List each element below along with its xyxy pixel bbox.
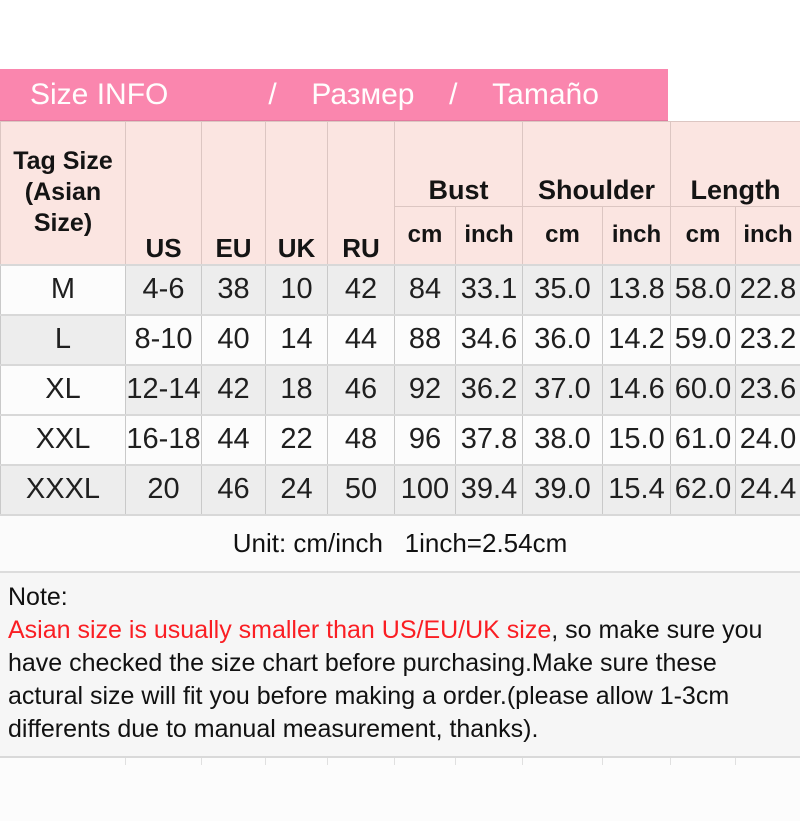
cell-shoulder-cm: 38.0 bbox=[523, 415, 603, 465]
cell-us: 16-18 bbox=[126, 415, 202, 465]
cell-bust-cm: 88 bbox=[395, 315, 456, 365]
table-row-xxl bbox=[1, 415, 800, 465]
cell-shoulder-inch: 15.4 bbox=[603, 465, 671, 515]
cell-length-inch: 24.4 bbox=[736, 465, 800, 515]
cell-bust-inch: 34.6 bbox=[456, 315, 523, 365]
note-line bbox=[8, 614, 792, 647]
cell-eu: 46 bbox=[202, 465, 266, 515]
cell-length-inch: 22.8 bbox=[736, 265, 800, 315]
cell-shoulder-inch: 14.6 bbox=[603, 365, 671, 415]
cell-bust-inch: 39.4 bbox=[456, 465, 523, 515]
cell-shoulder-cm: 37.0 bbox=[523, 365, 603, 415]
cell-ru: 44 bbox=[328, 315, 395, 365]
note-line bbox=[8, 713, 792, 746]
table-row-m bbox=[1, 265, 800, 315]
title-size-info: Size INFO bbox=[30, 78, 168, 112]
cell-bust-cm: 96 bbox=[395, 415, 456, 465]
cell-length-inch: 23.6 bbox=[736, 365, 800, 415]
bottom-whitespace bbox=[0, 758, 800, 821]
top-whitespace bbox=[0, 0, 800, 69]
cell-length-cm: 59.0 bbox=[671, 315, 736, 365]
header-row-1 bbox=[1, 122, 800, 207]
header-uk: UK bbox=[266, 122, 328, 265]
cell-eu: 42 bbox=[202, 365, 266, 415]
cell-length-inch: 24.0 bbox=[736, 415, 800, 465]
size-table bbox=[0, 121, 800, 516]
column-tick bbox=[522, 758, 523, 765]
column-tick bbox=[735, 758, 736, 765]
cell-eu: 44 bbox=[202, 415, 266, 465]
table-row-xxxl bbox=[1, 465, 800, 515]
header-bust-inch: inch bbox=[456, 207, 523, 265]
column-tick bbox=[602, 758, 603, 765]
note-black-text: actural size will fit you before making a order.(please allow 1-3cm bbox=[8, 682, 729, 710]
note-line bbox=[8, 647, 792, 680]
header-bust: Bust bbox=[395, 122, 523, 207]
cell-bust-inch: 37.8 bbox=[456, 415, 523, 465]
cell-bust-cm: 92 bbox=[395, 365, 456, 415]
note-red-text: Asian size is usually smaller than US/EU/UK size bbox=[8, 616, 551, 644]
cell-shoulder-cm: 35.0 bbox=[523, 265, 603, 315]
cell-eu: 40 bbox=[202, 315, 266, 365]
cell-bust-cm: 84 bbox=[395, 265, 456, 315]
cell-ru: 50 bbox=[328, 465, 395, 515]
header-eu: EU bbox=[202, 122, 266, 265]
table-row-xl bbox=[1, 365, 800, 415]
cell-ru: 42 bbox=[328, 265, 395, 315]
cell-us: 20 bbox=[126, 465, 202, 515]
cell-bust-cm: 100 bbox=[395, 465, 456, 515]
header-shoulder-inch: inch bbox=[603, 207, 671, 265]
note-line bbox=[8, 680, 792, 713]
cell-tag: XL bbox=[1, 365, 126, 415]
column-tick bbox=[394, 758, 395, 765]
cell-length-inch: 23.2 bbox=[736, 315, 800, 365]
cell-ru: 46 bbox=[328, 365, 395, 415]
cell-shoulder-cm: 39.0 bbox=[523, 465, 603, 515]
cell-us: 12-14 bbox=[126, 365, 202, 415]
note-section bbox=[0, 573, 800, 758]
cell-us: 8-10 bbox=[126, 315, 202, 365]
header-us: US bbox=[126, 122, 202, 265]
column-tick bbox=[265, 758, 266, 765]
column-tick bbox=[327, 758, 328, 765]
title-translations: / Размер / Tamaño bbox=[268, 78, 599, 112]
note-black-text: differents due to manual measurement, thanks). bbox=[8, 715, 538, 743]
cell-length-cm: 58.0 bbox=[671, 265, 736, 315]
cell-shoulder-cm: 36.0 bbox=[523, 315, 603, 365]
title-bar bbox=[0, 69, 668, 121]
column-tick bbox=[455, 758, 456, 765]
cell-tag: XXXL bbox=[1, 465, 126, 515]
column-tick bbox=[125, 758, 126, 765]
cell-uk: 24 bbox=[266, 465, 328, 515]
column-tick bbox=[670, 758, 671, 765]
header-length: Length bbox=[671, 122, 800, 207]
header-ru: RU bbox=[328, 122, 395, 265]
cell-length-cm: 60.0 bbox=[671, 365, 736, 415]
header-shoulder: Shoulder bbox=[523, 122, 671, 207]
unit-conversion-line bbox=[0, 516, 800, 573]
cell-shoulder-inch: 14.2 bbox=[603, 315, 671, 365]
cell-us: 4-6 bbox=[126, 265, 202, 315]
header-bust-cm: cm bbox=[395, 207, 456, 265]
cell-eu: 38 bbox=[202, 265, 266, 315]
table-row-l bbox=[1, 315, 800, 365]
cell-tag: M bbox=[1, 265, 126, 315]
header-length-inch: inch bbox=[736, 207, 800, 265]
cell-shoulder-inch: 13.8 bbox=[603, 265, 671, 315]
header-tag-size: Tag Size (Asian Size) bbox=[1, 122, 126, 265]
cell-uk: 22 bbox=[266, 415, 328, 465]
cell-ru: 48 bbox=[328, 415, 395, 465]
cell-tag: XXL bbox=[1, 415, 126, 465]
unit-text: Unit: cm/inch 1inch=2.54cm bbox=[233, 528, 568, 559]
note-heading: Note: bbox=[8, 581, 792, 614]
cell-tag: L bbox=[1, 315, 126, 365]
cell-uk: 10 bbox=[266, 265, 328, 315]
cell-uk: 18 bbox=[266, 365, 328, 415]
header-length-cm: cm bbox=[671, 207, 736, 265]
note-black-text: have checked the size chart before purchasing.Make sure these bbox=[8, 649, 717, 677]
cell-shoulder-inch: 15.0 bbox=[603, 415, 671, 465]
column-tick bbox=[201, 758, 202, 765]
cell-bust-inch: 33.1 bbox=[456, 265, 523, 315]
cell-uk: 14 bbox=[266, 315, 328, 365]
header-shoulder-cm: cm bbox=[523, 207, 603, 265]
note-black-text: , so make sure you bbox=[551, 616, 762, 644]
cell-bust-inch: 36.2 bbox=[456, 365, 523, 415]
cell-length-cm: 62.0 bbox=[671, 465, 736, 515]
cell-length-cm: 61.0 bbox=[671, 415, 736, 465]
